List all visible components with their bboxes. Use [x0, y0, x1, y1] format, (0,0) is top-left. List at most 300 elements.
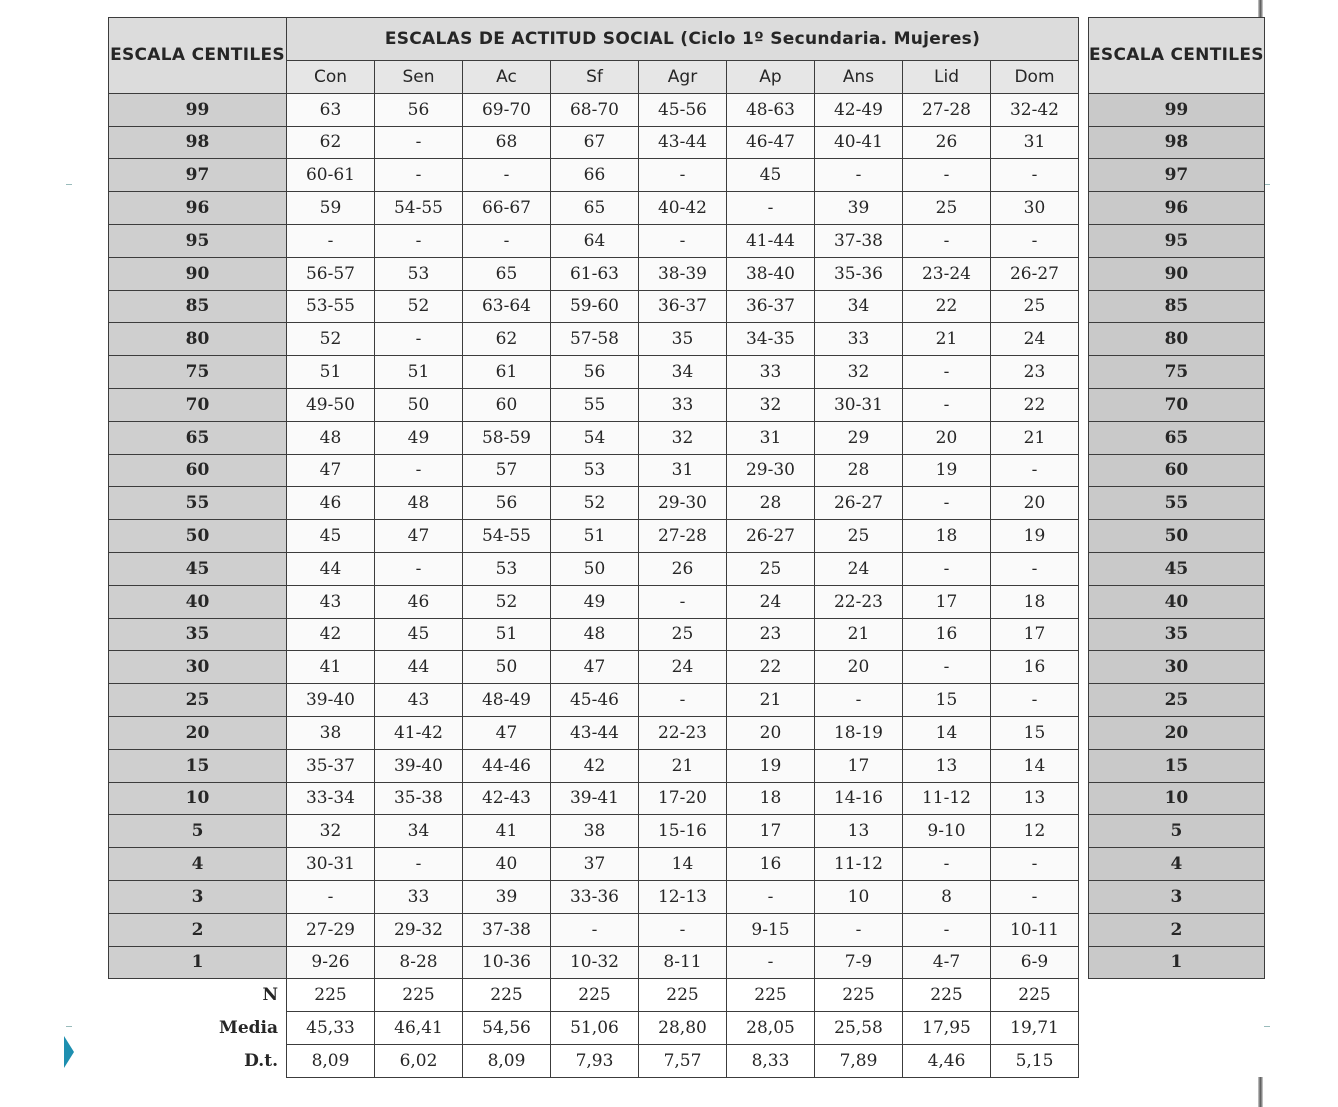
table-cell: 59-60 — [551, 290, 639, 323]
table-cell: 52 — [287, 323, 375, 356]
centile-label-right: 4 — [1089, 848, 1265, 881]
table-cell: 25 — [815, 520, 903, 553]
column-gap — [1079, 552, 1089, 585]
column-gap — [1079, 18, 1089, 94]
column-gap — [1079, 356, 1089, 389]
stats-cell: 8,09 — [287, 1044, 375, 1077]
centile-label-right: 98 — [1089, 126, 1265, 159]
table-cell: 33 — [727, 356, 815, 389]
column-gap — [1079, 520, 1089, 553]
table-cell: - — [639, 159, 727, 192]
table-cell: 53 — [375, 257, 463, 290]
column-gap — [1079, 93, 1089, 126]
centile-label-right: 25 — [1089, 684, 1265, 717]
table-cell: 37-38 — [815, 224, 903, 257]
table-cell: 50 — [551, 552, 639, 585]
table-cell: 54-55 — [463, 520, 551, 553]
table-cell: 40-41 — [815, 126, 903, 159]
stats-cell: 7,93 — [551, 1044, 639, 1077]
table-cell: 4-7 — [903, 946, 991, 979]
table-cell: 31 — [991, 126, 1079, 159]
centile-label-right: 50 — [1089, 520, 1265, 553]
table-cell: 38 — [287, 716, 375, 749]
table-cell: 61-63 — [551, 257, 639, 290]
table-cell: 37 — [551, 848, 639, 881]
centile-label-right: 97 — [1089, 159, 1265, 192]
table-cell: 32 — [815, 356, 903, 389]
table-cell: 42 — [551, 749, 639, 782]
table-cell: 15 — [991, 716, 1079, 749]
table-cell: 69-70 — [463, 93, 551, 126]
column-gap — [1079, 684, 1089, 717]
column-gap — [1079, 421, 1089, 454]
column-header-sen: Sen — [375, 61, 463, 94]
table-cell: 22-23 — [639, 716, 727, 749]
table-cell: 22 — [991, 388, 1079, 421]
table-cell: - — [815, 684, 903, 717]
table-cell: - — [287, 880, 375, 913]
table-cell: 35-36 — [815, 257, 903, 290]
table-cell: 9-26 — [287, 946, 375, 979]
stats-cell: 225 — [287, 979, 375, 1012]
stats-cell: 45,33 — [287, 1012, 375, 1045]
table-cell: 56 — [375, 93, 463, 126]
table-cell: 14 — [903, 716, 991, 749]
stats-label: D.t. — [109, 1044, 287, 1077]
table-cell: 26-27 — [991, 257, 1079, 290]
table-row — [109, 93, 1265, 126]
centile-label-left: 25 — [109, 684, 287, 717]
table-cell: 17 — [815, 749, 903, 782]
centile-label-right: 75 — [1089, 356, 1265, 389]
table-cell: 28 — [815, 454, 903, 487]
column-header-con: Con — [287, 61, 375, 94]
stats-cell: 6,02 — [375, 1044, 463, 1077]
table-cell: 33-34 — [287, 782, 375, 815]
table-cell: 53-55 — [287, 290, 375, 323]
table-cell: - — [991, 224, 1079, 257]
stats-cell: 7,57 — [639, 1044, 727, 1077]
table-cell: - — [639, 224, 727, 257]
table-cell: 39-41 — [551, 782, 639, 815]
table-cell: - — [727, 192, 815, 225]
table-cell: - — [991, 880, 1079, 913]
centile-label-right: 1 — [1089, 946, 1265, 979]
column-gap — [1079, 815, 1089, 848]
guide-mark-left-top — [66, 184, 72, 185]
table-cell: 32 — [287, 815, 375, 848]
table-cell: 46 — [375, 585, 463, 618]
table-cell: 52 — [551, 487, 639, 520]
stats-cell: 225 — [375, 979, 463, 1012]
table-cell: 44 — [375, 651, 463, 684]
stats-cell: 5,15 — [991, 1044, 1079, 1077]
table-cell: 8-28 — [375, 946, 463, 979]
table-cell: 49 — [375, 421, 463, 454]
table-cell: 13 — [815, 815, 903, 848]
table-cell: 10-32 — [551, 946, 639, 979]
centile-label-left: 2 — [109, 913, 287, 946]
table-cell: 12 — [991, 815, 1079, 848]
table-row — [109, 880, 1265, 913]
table-cell: - — [815, 159, 903, 192]
table-cell: 66 — [551, 159, 639, 192]
table-cell: 35-37 — [287, 749, 375, 782]
stats-cell: 7,89 — [815, 1044, 903, 1077]
column-gap — [1079, 126, 1089, 159]
table-cell: 40-42 — [639, 192, 727, 225]
table-cell: 19 — [903, 454, 991, 487]
table-cell: 41-44 — [727, 224, 815, 257]
table-cell: 45 — [287, 520, 375, 553]
table-row — [109, 946, 1265, 979]
column-header-lid: Lid — [903, 61, 991, 94]
table-cell: - — [991, 684, 1079, 717]
table-cell: 19 — [727, 749, 815, 782]
centile-label-left: 97 — [109, 159, 287, 192]
stats-label: N — [109, 979, 287, 1012]
table-cell: 65 — [463, 257, 551, 290]
stats-cell: 28,80 — [639, 1012, 727, 1045]
stats-cell: 8,33 — [727, 1044, 815, 1077]
table-cell: - — [375, 454, 463, 487]
table-cell: 51 — [551, 520, 639, 553]
table-cell: 50 — [463, 651, 551, 684]
table-cell: 30 — [991, 192, 1079, 225]
guide-mark-right-bottom — [1264, 1026, 1270, 1027]
centile-label-left: 80 — [109, 323, 287, 356]
centile-label-right: 30 — [1089, 651, 1265, 684]
table-cell: 37-38 — [463, 913, 551, 946]
table-cell: 24 — [815, 552, 903, 585]
table-cell: 11-12 — [903, 782, 991, 815]
table-cell: 51 — [375, 356, 463, 389]
table-row — [109, 651, 1265, 684]
table-cell: - — [551, 913, 639, 946]
table-cell: 26-27 — [815, 487, 903, 520]
table-cell: 16 — [727, 848, 815, 881]
table-cell: 46 — [287, 487, 375, 520]
table-row — [109, 224, 1265, 257]
empty-cell — [1089, 1044, 1265, 1077]
table-cell: 26 — [903, 126, 991, 159]
table-cell: 47 — [287, 454, 375, 487]
centile-label-left: 95 — [109, 224, 287, 257]
table-cell: 17 — [903, 585, 991, 618]
stats-cell: 46,41 — [375, 1012, 463, 1045]
table-row — [109, 618, 1265, 651]
table-cell: 57-58 — [551, 323, 639, 356]
table-cell: 14-16 — [815, 782, 903, 815]
column-header-sf: Sf — [551, 61, 639, 94]
centile-label-right: 85 — [1089, 290, 1265, 323]
table-cell: 15-16 — [639, 815, 727, 848]
table-cell: 44-46 — [463, 749, 551, 782]
table-cell: 18-19 — [815, 716, 903, 749]
table-cell: 45 — [727, 159, 815, 192]
table-cell: 51 — [463, 618, 551, 651]
table-row — [109, 487, 1265, 520]
table-cell: 53 — [551, 454, 639, 487]
table-cell: 41-42 — [375, 716, 463, 749]
table-row — [109, 421, 1265, 454]
table-cell: - — [375, 224, 463, 257]
table-cell: 33-36 — [551, 880, 639, 913]
table-row — [109, 815, 1265, 848]
table-cell: - — [903, 388, 991, 421]
table-cell: 49 — [551, 585, 639, 618]
centile-label-right: 96 — [1089, 192, 1265, 225]
table-cell: 59 — [287, 192, 375, 225]
table-cell: 54 — [551, 421, 639, 454]
table-cell: - — [463, 159, 551, 192]
table-cell: 32 — [727, 388, 815, 421]
table-cell: 13 — [903, 749, 991, 782]
table-cell: 15 — [903, 684, 991, 717]
table-cell: 20 — [727, 716, 815, 749]
table-cell: 21 — [815, 618, 903, 651]
centile-label-left: 4 — [109, 848, 287, 881]
table-cell: 49-50 — [287, 388, 375, 421]
stats-row — [109, 1044, 1265, 1077]
centile-label-right: 90 — [1089, 257, 1265, 290]
stats-cell: 225 — [815, 979, 903, 1012]
table-row — [109, 913, 1265, 946]
column-gap — [1079, 1044, 1089, 1077]
column-gap — [1079, 618, 1089, 651]
centile-label-left: 75 — [109, 356, 287, 389]
table-cell: 39-40 — [287, 684, 375, 717]
table-cell: - — [903, 487, 991, 520]
table-cell: 36-37 — [639, 290, 727, 323]
stats-cell: 225 — [551, 979, 639, 1012]
table-cell: 55 — [551, 388, 639, 421]
column-header-agr: Agr — [639, 61, 727, 94]
column-gap — [1079, 192, 1089, 225]
table-cell: 46-47 — [727, 126, 815, 159]
centile-label-right: 80 — [1089, 323, 1265, 356]
stats-cell: 225 — [903, 979, 991, 1012]
table-cell: 45-56 — [639, 93, 727, 126]
column-gap — [1079, 880, 1089, 913]
table-cell: - — [287, 224, 375, 257]
table-cell: 32 — [639, 421, 727, 454]
table-cell: 43-44 — [639, 126, 727, 159]
table-cell: - — [375, 159, 463, 192]
table-cell: 48 — [287, 421, 375, 454]
stats-cell: 225 — [727, 979, 815, 1012]
table-cell: 24 — [991, 323, 1079, 356]
column-gap — [1079, 913, 1089, 946]
table-cell: - — [375, 848, 463, 881]
table-cell: 30-31 — [287, 848, 375, 881]
centile-label-right: 70 — [1089, 388, 1265, 421]
centile-table — [108, 17, 1265, 1078]
centile-label-left: 30 — [109, 651, 287, 684]
centile-label-right: 20 — [1089, 716, 1265, 749]
table-cell: 68 — [463, 126, 551, 159]
table-cell: 61 — [463, 356, 551, 389]
centile-label-left: 20 — [109, 716, 287, 749]
table-row — [109, 126, 1265, 159]
centile-label-right: 15 — [1089, 749, 1265, 782]
table-cell: 52 — [463, 585, 551, 618]
centile-label-right: 2 — [1089, 913, 1265, 946]
table-cell: - — [903, 356, 991, 389]
table-cell: 51 — [287, 356, 375, 389]
table-row — [109, 782, 1265, 815]
centile-label-right: 65 — [1089, 421, 1265, 454]
table-cell: 26-27 — [727, 520, 815, 553]
centile-label-right: 3 — [1089, 880, 1265, 913]
stats-cell: 225 — [639, 979, 727, 1012]
table-cell: 17 — [991, 618, 1079, 651]
centile-label-left: 60 — [109, 454, 287, 487]
centile-label-right: 55 — [1089, 487, 1265, 520]
table-cell: 48 — [375, 487, 463, 520]
table-cell: 33 — [375, 880, 463, 913]
table-cell: 27-28 — [639, 520, 727, 553]
table-cell: - — [903, 913, 991, 946]
table-cell: 39 — [815, 192, 903, 225]
table-cell: 53 — [463, 552, 551, 585]
table-row — [109, 848, 1265, 881]
centile-label-right: 35 — [1089, 618, 1265, 651]
table-cell: 34 — [639, 356, 727, 389]
table-cell: 23 — [991, 356, 1079, 389]
table-cell: 45 — [375, 618, 463, 651]
stats-cell: 4,46 — [903, 1044, 991, 1077]
table-cell: - — [903, 224, 991, 257]
stats-cell: 51,06 — [551, 1012, 639, 1045]
guide-mark-left-bottom — [66, 1026, 72, 1027]
table-cell: - — [639, 913, 727, 946]
table-cell: - — [991, 454, 1079, 487]
column-gap — [1079, 782, 1089, 815]
column-header-ac: Ac — [463, 61, 551, 94]
column-gap — [1079, 848, 1089, 881]
table-title: ESCALAS DE ACTITUD SOCIAL (Ciclo 1º Secundaria. Mujeres) — [287, 18, 1079, 61]
table-cell: 56 — [463, 487, 551, 520]
table-cell: 34 — [375, 815, 463, 848]
centile-label-left: 65 — [109, 421, 287, 454]
column-gap — [1079, 323, 1089, 356]
table-cell: 22-23 — [815, 585, 903, 618]
column-header-ans: Ans — [815, 61, 903, 94]
empty-cell — [1089, 979, 1265, 1012]
table-cell: - — [991, 848, 1079, 881]
column-gap — [1079, 946, 1089, 979]
table-cell: 68-70 — [551, 93, 639, 126]
table-cell: 26 — [639, 552, 727, 585]
table-cell: 17 — [727, 815, 815, 848]
table-cell: 16 — [991, 651, 1079, 684]
table-cell: 20 — [991, 487, 1079, 520]
stats-row — [109, 979, 1265, 1012]
table-row — [109, 749, 1265, 782]
table-row — [109, 159, 1265, 192]
table-cell: 21 — [727, 684, 815, 717]
column-gap — [1079, 585, 1089, 618]
table-cell: 32-42 — [991, 93, 1079, 126]
column-gap — [1079, 257, 1089, 290]
table-cell: 21 — [903, 323, 991, 356]
table-cell: 29-30 — [639, 487, 727, 520]
centile-label-left: 98 — [109, 126, 287, 159]
table-cell: 23 — [727, 618, 815, 651]
table-cell: 42 — [287, 618, 375, 651]
table-row — [109, 290, 1265, 323]
table-row — [109, 192, 1265, 225]
column-gap — [1079, 388, 1089, 421]
table-row — [109, 716, 1265, 749]
table-cell: 34-35 — [727, 323, 815, 356]
table-cell: 60-61 — [287, 159, 375, 192]
centile-label-left: 40 — [109, 585, 287, 618]
table-cell: 64 — [551, 224, 639, 257]
table-cell: 60 — [463, 388, 551, 421]
table-cell: 35-38 — [375, 782, 463, 815]
table-cell: 20 — [903, 421, 991, 454]
table-cell: 67 — [551, 126, 639, 159]
stats-cell: 8,09 — [463, 1044, 551, 1077]
table-cell: 6-9 — [991, 946, 1079, 979]
table-cell: - — [375, 552, 463, 585]
stats-cell: 54,56 — [463, 1012, 551, 1045]
stats-cell: 17,95 — [903, 1012, 991, 1045]
table-cell: 47 — [551, 651, 639, 684]
table-cell: 10-11 — [991, 913, 1079, 946]
table-cell: 12-13 — [639, 880, 727, 913]
table-cell: 33 — [639, 388, 727, 421]
table-cell: 38-40 — [727, 257, 815, 290]
table-cell: 27-29 — [287, 913, 375, 946]
table-cell: 22 — [727, 651, 815, 684]
stats-cell: 19,71 — [991, 1012, 1079, 1045]
table-cell: 40 — [463, 848, 551, 881]
table-cell: 62 — [287, 126, 375, 159]
column-gap — [1079, 290, 1089, 323]
table-row — [109, 323, 1265, 356]
centile-label-left: 99 — [109, 93, 287, 126]
column-gap — [1079, 454, 1089, 487]
table-cell: - — [903, 848, 991, 881]
table-row — [109, 520, 1265, 553]
table-cell: 54-55 — [375, 192, 463, 225]
column-gap — [1079, 749, 1089, 782]
table-cell: 52 — [375, 290, 463, 323]
table-cell: 66-67 — [463, 192, 551, 225]
column-gap — [1079, 224, 1089, 257]
centile-label-left: 96 — [109, 192, 287, 225]
table-cell: 57 — [463, 454, 551, 487]
table-cell: 58-59 — [463, 421, 551, 454]
table-cell: 42-49 — [815, 93, 903, 126]
table-cell: 30-31 — [815, 388, 903, 421]
table-cell: 22 — [903, 290, 991, 323]
table-cell: 18 — [991, 585, 1079, 618]
table-cell: - — [727, 880, 815, 913]
table-cell: 7-9 — [815, 946, 903, 979]
table-cell: 39 — [463, 880, 551, 913]
empty-cell — [1089, 1012, 1265, 1045]
table-cell: 13 — [991, 782, 1079, 815]
table-row — [109, 454, 1265, 487]
column-gap — [1079, 979, 1089, 1012]
table-cell: 48-49 — [463, 684, 551, 717]
column-gap — [1079, 159, 1089, 192]
table-cell: 56 — [551, 356, 639, 389]
